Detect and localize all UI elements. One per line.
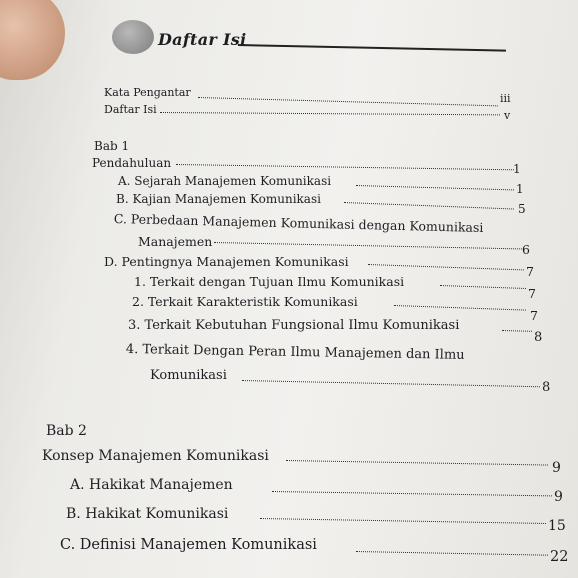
entry-page: 7 xyxy=(526,264,534,279)
dot-leader xyxy=(242,380,540,387)
entry-page: 22 xyxy=(550,549,569,565)
entry-page: 1 xyxy=(516,182,524,196)
dot-leader xyxy=(198,97,498,106)
entry-label: D. Pentingnya Manajemen Komunikasi xyxy=(104,254,349,269)
title-rule xyxy=(238,44,506,52)
entry-page: 8 xyxy=(534,330,543,345)
entry-label: Pendahuluan xyxy=(92,156,172,170)
entry-page: 7 xyxy=(530,308,538,323)
bab2-heading: Bab 2 xyxy=(46,423,87,439)
entry-page: iii xyxy=(500,92,511,105)
entry-label: A. Hakikat Manajemen xyxy=(70,477,233,493)
toc-title-row xyxy=(112,14,512,58)
entry-label: Kata Pengantar xyxy=(104,86,191,99)
dot-leader xyxy=(176,164,514,170)
entry-label: Konsep Manajemen Komunikasi xyxy=(42,448,269,464)
dot-leader xyxy=(394,305,526,311)
dot-leader xyxy=(272,491,552,496)
entry-page: 9 xyxy=(552,460,561,476)
entry-label: A. Sejarah Manajemen Komunikasi xyxy=(118,174,332,188)
entry-page: 1 xyxy=(513,162,521,176)
entry-page: 15 xyxy=(548,518,566,534)
dot-leader xyxy=(260,518,546,524)
entry-label: 3. Terkait Kebutuhan Fungsional Ilmu Komunikasi xyxy=(128,318,460,333)
entry-page: v xyxy=(504,109,511,122)
dot-leader xyxy=(160,112,500,115)
entry-label: 2. Terkait Karakteristik Komunikasi xyxy=(132,294,358,309)
entry-label: Daftar Isi xyxy=(104,103,157,116)
dot-leader xyxy=(440,285,526,289)
entry-page: 9 xyxy=(554,489,563,505)
title-badge-icon xyxy=(112,20,154,54)
bab1-heading: Bab 1 xyxy=(94,139,130,153)
entry-page: 8 xyxy=(542,380,551,395)
dot-leader xyxy=(356,185,514,190)
entry-page: 5 xyxy=(518,202,526,216)
entry-label: C. Definisi Manajemen Komunikasi xyxy=(60,537,317,553)
dot-leader xyxy=(344,202,514,210)
dot-leader xyxy=(502,330,532,332)
toc-title: Daftar Isi xyxy=(158,30,247,49)
entry-label: Manajemen xyxy=(138,234,213,249)
entry-label: B. Kajian Manajemen Komunikasi xyxy=(116,192,321,206)
dot-leader xyxy=(356,551,548,556)
entry-page: 6 xyxy=(522,242,530,257)
entry-label: 4. Terkait Dengan Peran Ilmu Manajemen dan Ilmu xyxy=(125,342,465,363)
dot-leader xyxy=(214,242,522,249)
entry-label: B. Hakikat Komunikasi xyxy=(66,506,229,522)
entry-page: 7 xyxy=(528,286,536,301)
dot-leader xyxy=(286,460,548,466)
entry-label: C. Perbedaan Manajemen Komunikasi dengan Komunikasi xyxy=(113,211,484,236)
entry-label: 1. Terkait dengan Tujuan Ilmu Komunikasi xyxy=(134,274,405,289)
entry-label: Komunikasi xyxy=(150,368,227,383)
thumb xyxy=(0,0,65,80)
dot-leader xyxy=(368,264,524,270)
